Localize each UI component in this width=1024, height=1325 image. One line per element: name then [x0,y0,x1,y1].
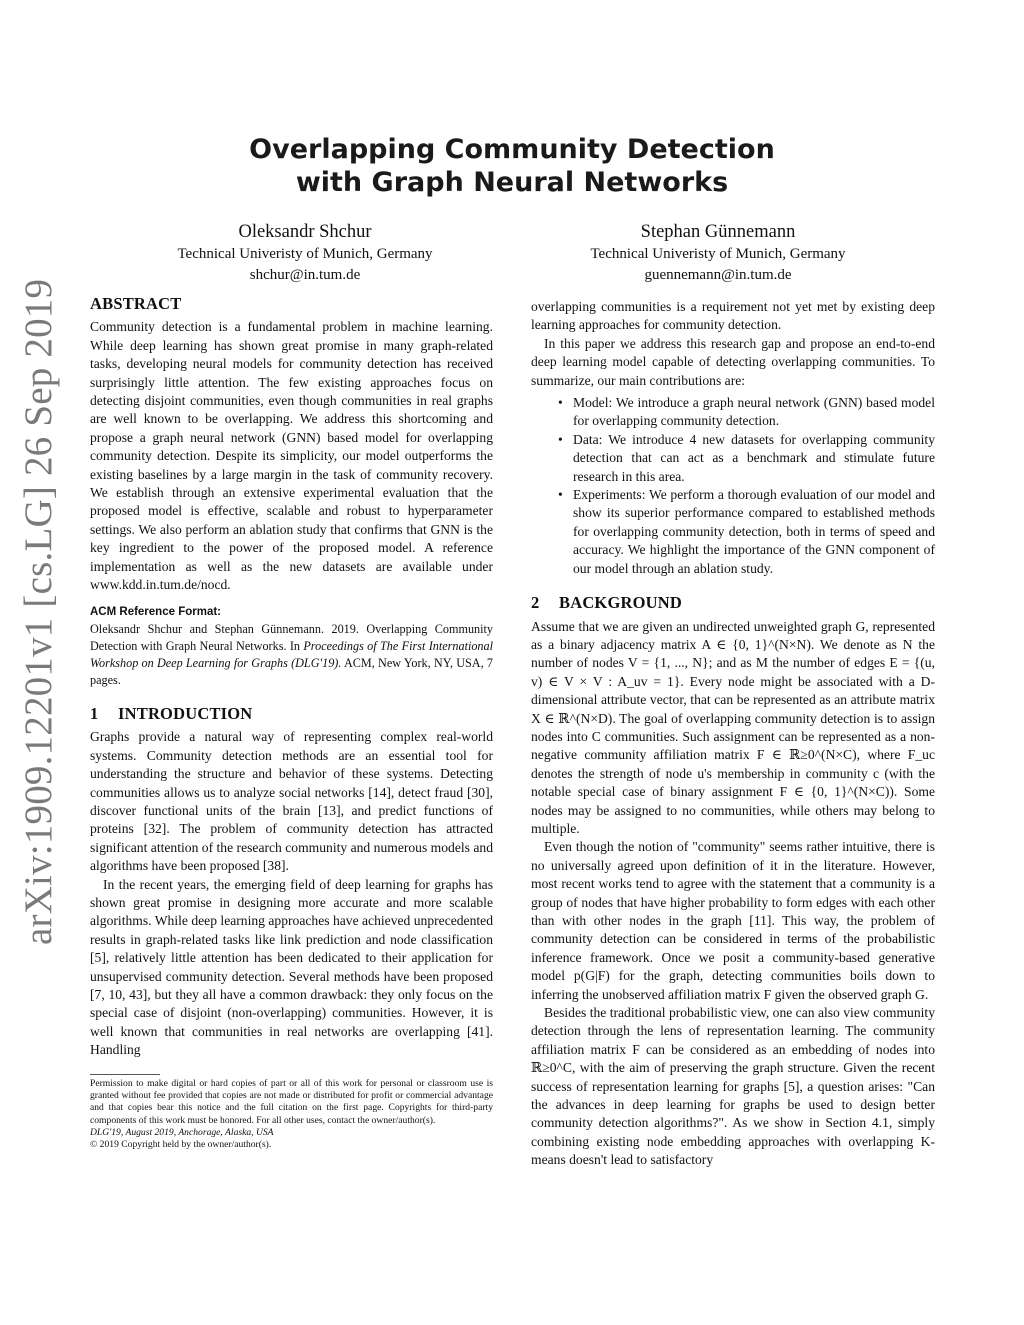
footnote-rule [90,1074,160,1075]
permission-notice: Permission to make digital or hard copies of part or all of this work for personal or classroom use is granted without fee provided that copies are not made or distributed for profit or commercial advantage and that copies bear this notice and the full citation on the first page. Copyrights for third-party components of this work must be honored. For all other uses, contact the owner/author(s). [90,1078,493,1126]
intro-paragraph-1: Graphs provide a natural way of representing complex real-world systems. Community detection methods are an essential tool for understanding the structure and behavior of these systems. Detecting communities allows us to analyze social networks [14], detect fraud [30], discover functional units of the brain [13], and predict functions of proteins [32]. The problem of community detection has attracted significant attention of the research community and numerous models and algorithms have been proposed [38]. [90,729,493,874]
author-1-affiliation: Technical Univeristy of Munich, Germany [177,246,433,262]
contributions-list [531,394,935,578]
author-1-email[interactable]: shchur@in.tum.de [249,267,361,283]
list-item: • Experiments: We perform a thorough evaluation of our model and show its superior performance compared to established methods for overlapping community detection, both in terms of speed and accuracy. We highlight the importance of the GNN component of our model through an ablation study. [558,487,935,576]
author-2 [570,220,866,286]
intro-paragraph-2: In the recent years, the emerging field of deep learning for graphs has shown great promise in designing more accurate and more scalable algorithms. While deep learning approaches have achieved unprecedented results in graph-related tasks like link prediction and node classification [5], relatively little attention has been dedicated to their application for unsupervised community detection. Several methods have been proposed [7, 10, 43], but they all have a common drawback: they only focus on the special case of disjoint (non-overlapping) communities. However, it is well known that communities in real networks are overlapping [41]. Handling [90,876,493,1058]
title-line-1: Overlapping Community Detection [249,134,775,165]
right-column [531,298,935,1170]
copyright-line: © 2019 Copyright held by the owner/author(s). [90,1139,272,1151]
background-paragraph-3: Besides the traditional probabilistic view, one can also view community detection through the lens of representation learning. The community affiliation matrix F can be considered as an embedding of nodes into ℝ≥0^C, with the aim of preserving the graph structure. Given the recent success of representation learning for graphs [5], a question arises: "Can the advances in deep learning for graphs be used to design better community detection algorithms?". As we show in Section 4.1, simply combining existing node embedding approaches with overlapping K-means doesn't lead to satisfactory [531,1005,935,1168]
list-item: • Data: We introduce 4 new datasets for overlapping community detection that can act as a benchmark and stimulate future research in this area. [558,431,935,484]
venue-line: DLG'19, August 2019, Anchorage, Alaska, USA [90,1126,274,1138]
background-paragraph-2: Even though the notion of "community" seems rather intuitive, there is no universally agreed upon definition of it in the literature. However, most recent works tend to agree with the statement that a community is a group of nodes that have higher probability to form edges with each other than with other nodes in the graph [11]. This way, the problem of community detection can be considered in terms of the probabilistic inference framework. Once we posit a community-based generative model p(G|F) for the graph, detecting communities boils down to inferring the unobserved affiliation matrix F given the observed graph G. [531,839,935,1002]
acm-reference-heading: ACM Reference Format: [90,605,221,618]
arxiv-identifier: arXiv:1909.12201v1 [cs.LG] 26 Sep 2019 [17,278,60,945]
background-heading: 2 BACKGROUND [531,593,683,613]
abstract-text: Community detection is a fundamental problem in machine learning. While deep learning has shown great promise in many graph-related tasks, developing neural models for community detection has received surprisingly little attention. The few existing approaches focus on detecting disjoint communities, even though communities in real graphs are well known to be overlapping. We address this shortcoming and propose a graph neural network (GNN) based model for overlapping community detection. Despite its simplicity, our model outperforms the existing baselines by a large margin in the task of community recovery. We establish through an extensive experimental evaluation that the proposed model is effective, scalable and robust to hyperparameter settings. We also perform an ablation study that confirms that GNN is the key ingredient to the power of the proposed model. A reference implementation as well as the new datasets are available under www.kdd.in.tum.de/nocd. [90,319,493,593]
author-2-name: Stephan Günnemann [640,222,796,242]
left-column [90,295,493,1060]
author-2-email[interactable]: guennemann@in.tum.de [644,267,792,283]
abstract-heading: ABSTRACT [90,294,182,313]
right-paragraph-1: overlapping communities is a requirement not yet met by existing deep learning approaches for community detection. [531,299,935,333]
author-1-name: Oleksandr Shchur [238,222,372,242]
right-paragraph-2: In this paper we address this research gap and propose an end-to-end deep learning model capable of detecting overlapping communities. To summarize, our main contributions are: [531,335,935,388]
footnote [90,1078,493,1151]
paper-title [0,133,1024,199]
author-1 [160,220,450,286]
title-line-2: with Graph Neural Networks [295,167,729,198]
background-paragraph-1: Assume that we are given an undirected unweighted graph G, represented as a binary adjacency matrix A ∈ {0, 1}^(N×N). We denote as N the number of nodes V = {1, ..., N}; and as M the number of edges E = {(u, v) ∈ V × V : A_uv = 1}. Every node might be associated with a D-dimensional attribute vector, that can be represented as an attribute matrix X ∈ ℝ^(N×D). The goal of overlapping community detection is to assign nodes into C communities. Such assignment can be represented as a non-negative community affiliation matrix F ∈ ℝ≥0^(N×C), where F_uc denotes the strength of node u's membership in community c (with the notable special case of binary assignment F ∈ {0, 1}^(N×C)). Some nodes may be assigned to no communities, while others may belong to multiple. [531,618,935,836]
author-2-affiliation: Technical Univeristy of Munich, Germany [590,246,846,262]
list-item: • Model: We introduce a graph neural network (GNN) based model for overlapping community detection. [558,395,935,429]
intro-heading: 1 INTRODUCTION [90,703,253,723]
acm-reference-text: Oleksandr Shchur and Stephan Günnemann. 2019. Overlapping Community Detection with Graph Neural Networks. In Proceedings of The First International Workshop on Deep Learning for Graphs (DLG'19). ACM, New York, NY, USA, 7 pages. [90,621,494,687]
